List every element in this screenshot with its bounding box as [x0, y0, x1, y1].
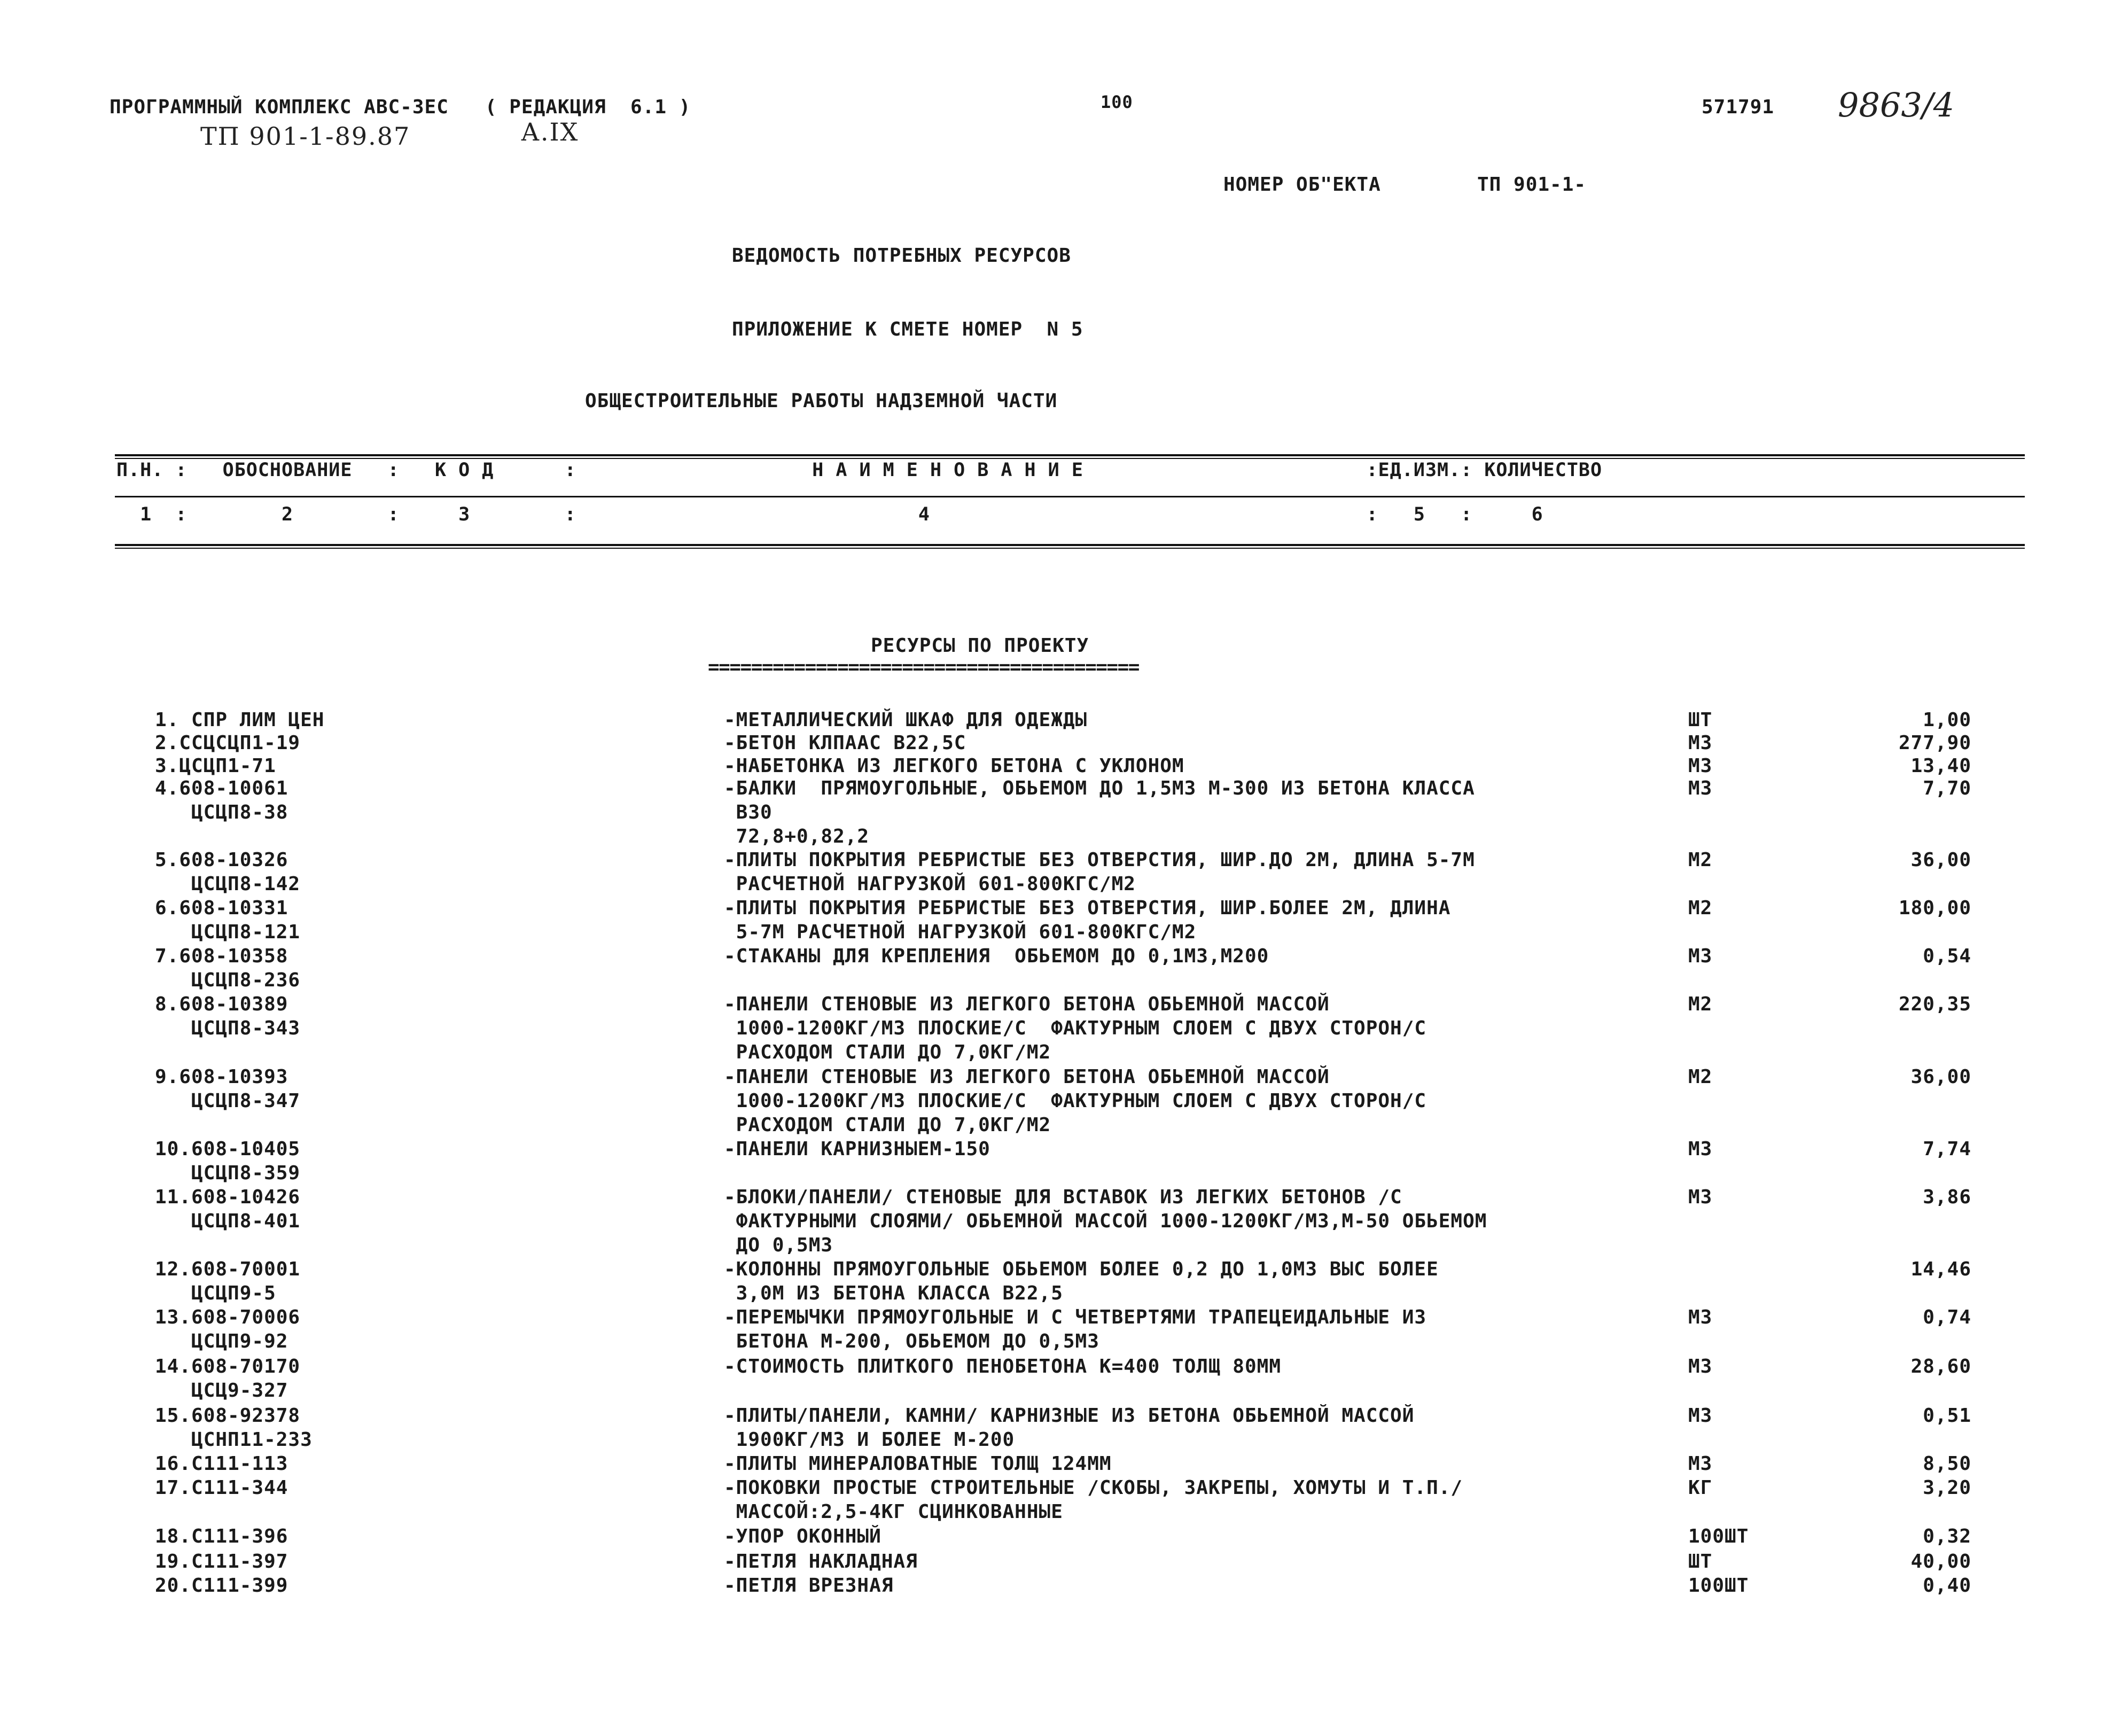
row-quantity: 0,32: [1923, 1525, 1971, 1547]
project-code: ТП 901-1-89.87: [200, 122, 411, 151]
row-quantity: 0,54: [1923, 945, 1971, 967]
row-name: -ПЛИТЫ МИНЕРАЛОВАТНЫЕ ТОЛЩ 124ММ: [724, 1453, 1112, 1475]
row-quantity: 36,00: [1910, 849, 1971, 871]
row-quantity: 7,74: [1923, 1138, 1971, 1160]
row-code: 19.С111-397: [155, 1551, 288, 1572]
object-value: ТП 901-1-: [1477, 174, 1587, 196]
row-name: -БЕТОН КЛПААС В22,5С: [724, 732, 966, 754]
row-code: 18.С111-396: [155, 1525, 288, 1547]
row-code: 8.608-10389 ЦСЦП8-343: [155, 993, 301, 1039]
row-quantity: 277,90: [1898, 732, 1971, 754]
object-label: НОМЕР ОБ"ЕКТА: [1223, 174, 1381, 196]
row-quantity: 7,70: [1923, 777, 1971, 799]
row-quantity: 40,00: [1910, 1551, 1971, 1572]
row-unit: 100ШТ: [1688, 1575, 1749, 1597]
row-name: -ПЛИТЫ/ПАНЕЛИ, КАМНИ/ КАРНИЗНЫЕ ИЗ БЕТОНА ОБЬЕМНОЙ МАССОЙ 1900КГ/М3 И БОЛЕЕ М-200: [724, 1405, 1415, 1451]
table-header-numbers: 1 : 2 : 3 : 4 : 5 : 6: [116, 504, 1543, 525]
row-code: 7.608-10358 ЦСЦП8-236: [155, 945, 301, 991]
row-name: -ПЕТЛЯ НАКЛАДНАЯ: [724, 1551, 918, 1572]
album-number: А.IX: [521, 118, 579, 146]
row-code: 10.608-10405 ЦСЦП8-359: [155, 1138, 301, 1184]
section-works-title: ОБЩЕСТРОИТЕЛЬНЫЕ РАБОТЫ НАДЗЕМНОЙ ЧАСТИ: [585, 390, 1058, 412]
row-name: -НАБЕТОНКА ИЗ ЛЕГКОГО БЕТОНА С УКЛОНОМ: [724, 755, 1184, 777]
row-unit: ШТ: [1688, 709, 1713, 731]
row-quantity: 0,40: [1923, 1575, 1971, 1597]
row-name: -БЛОКИ/ПАНЕЛИ/ СТЕНОВЫЕ ДЛЯ ВСТАВОК ИЗ ЛЕГКИХ БЕТОНОВ /С ФАКТУРНЫМИ СЛОЯМИ/ ОБЬЕМНОЙ МАССОЙ 1000-1200КГ/М3,М-50 ОБЬЕМОМ ДО 0,5М3: [724, 1186, 1487, 1256]
row-unit: М2: [1688, 897, 1713, 919]
row-name: -ПЕРЕМЫЧКИ ПРЯМОУГОЛЬНЫЕ И С ЧЕТВЕРТЯМИ ТРАПЕЦЕИДАЛЬНЫЕ ИЗ БЕТОНА М-200, ОБЬЕМОМ ДО 0,5М3: [724, 1306, 1427, 1352]
row-name: -ПОКОВКИ ПРОСТЫЕ СТРОИТЕЛЬНЫЕ /СКОБЫ, ЗАКРЕПЫ, ХОМУТЫ И Т.П./ МАССОЙ:2,5-4КГ СЦИНКОВАННЫЕ: [724, 1477, 1463, 1523]
row-code: 13.608-70006 ЦСЦП9-92: [155, 1306, 301, 1352]
row-quantity: 180,00: [1898, 897, 1971, 919]
row-code: 17.С111-344: [155, 1477, 288, 1499]
row-name: -МЕТАЛЛИЧЕСКИЙ ШКАФ ДЛЯ ОДЕЖДЫ: [724, 709, 1088, 731]
row-name: -КОЛОННЫ ПРЯМОУГОЛЬНЫЕ ОБЬЕМОМ БОЛЕЕ 0,2 ДО 1,0М3 ВЫС БОЛЕЕ 3,0М ИЗ БЕТОНА КЛАССА В22,5: [724, 1258, 1439, 1304]
row-name: -ПЛИТЫ ПОКРЫТИЯ РЕБРИСТЫЕ БЕЗ ОТВЕРСТИЯ, ШИР.ДО 2М, ДЛИНА 5-7М РАСЧЕТНОЙ НАГРУЗКОЙ 601-800КГС/М2: [724, 849, 1475, 895]
handwritten-reference: 9863/4: [1838, 85, 1955, 124]
row-code: 15.608-92378 ЦСНП11-233: [155, 1405, 313, 1451]
page-number: 100: [1101, 92, 1133, 112]
resources-section-title: РЕСУРСЫ ПО ПРОЕКТУ: [871, 635, 1089, 657]
row-name: -СТАКАНЫ ДЛЯ КРЕПЛЕНИЯ ОБЬЕМОМ ДО 0,1М3,М200: [724, 945, 1269, 967]
row-unit: М3: [1688, 1186, 1713, 1208]
row-unit: М3: [1688, 1138, 1713, 1160]
row-code: 4.608-10061 ЦСЦП8-38: [155, 777, 288, 823]
row-quantity: 8,50: [1923, 1453, 1971, 1475]
row-quantity: 14,46: [1910, 1258, 1971, 1280]
row-quantity: 3,86: [1923, 1186, 1971, 1208]
row-unit: М3: [1688, 1453, 1713, 1475]
row-unit: М2: [1688, 849, 1713, 871]
row-code: 5.608-10326 ЦСЦП8-142: [155, 849, 301, 895]
row-unit: М2: [1688, 1066, 1713, 1088]
row-quantity: 3,20: [1923, 1477, 1971, 1499]
row-name: -ПАНЕЛИ КАРНИЗНЫЕМ-150: [724, 1138, 990, 1160]
row-code: 6.608-10331 ЦСЦП8-121: [155, 897, 301, 943]
row-unit: М2: [1688, 993, 1713, 1015]
row-code: 1. СПР ЛИМ ЦЕН: [155, 709, 325, 731]
row-unit: ШТ: [1688, 1551, 1713, 1572]
table-header-labels: П.Н. : ОБОСНОВАНИЕ : К О Д : Н А И М Е Н О В А Н И Е :ЕД.ИЗМ.: КОЛИЧЕСТВО: [116, 460, 1603, 481]
row-unit: М3: [1688, 1405, 1713, 1427]
resources-section-underline: ========================================: [708, 656, 1139, 678]
row-quantity: 220,35: [1898, 993, 1971, 1015]
row-name: -БАЛКИ ПРЯМОУГОЛЬНЫЕ, ОБЬЕМОМ ДО 1,5М3 М-300 ИЗ БЕТОНА КЛАССА В30 72,8+0,82,2: [724, 777, 1475, 847]
appendix-title: ПРИЛОЖЕНИЕ К СМЕТЕ НОМЕР N 5: [732, 318, 1083, 340]
row-code: 9.608-10393 ЦСЦП8-347: [155, 1066, 301, 1112]
row-unit: М3: [1688, 732, 1713, 754]
row-name: -ПАНЕЛИ СТЕНОВЫЕ ИЗ ЛЕГКОГО БЕТОНА ОБЬЕМНОЙ МАССОЙ 1000-1200КГ/М3 ПЛОСКИЕ/С ФАКТУРНЫМ СЛОЕМ С ДВУХ СТОРОН/С РАСХОДОМ СТАЛИ ДО 7,0КГ/М2: [724, 1066, 1427, 1136]
row-name: -СТОИМОСТЬ ПЛИТКОГО ПЕНОБЕТОНА К=400 ТОЛЩ 80ММ: [724, 1356, 1281, 1377]
row-unit: М3: [1688, 777, 1713, 799]
row-unit: М3: [1688, 1356, 1713, 1377]
row-quantity: 1,00: [1923, 709, 1971, 731]
row-unit: М3: [1688, 1306, 1713, 1328]
program-label: ПРОГРАММНЫЙ КОМПЛЕКС АВС-3ЕС ( РЕДАКЦИЯ 6.1 ): [110, 96, 691, 118]
row-name: -ПЕТЛЯ ВРЕЗНАЯ: [724, 1575, 894, 1597]
row-quantity: 0,74: [1923, 1306, 1971, 1328]
row-name: -ПАНЕЛИ СТЕНОВЫЕ ИЗ ЛЕГКОГО БЕТОНА ОБЬЕМНОЙ МАССОЙ 1000-1200КГ/М3 ПЛОСКИЕ/С ФАКТУРНЫМ СЛОЕМ С ДВУХ СТОРОН/С РАСХОДОМ СТАЛИ ДО 7,0КГ/М2: [724, 993, 1427, 1063]
row-name: -УПОР ОКОННЫЙ: [724, 1525, 882, 1547]
row-code: 14.608-70170 ЦСЦ9-327: [155, 1356, 301, 1402]
row-code: 11.608-10426 ЦСЦП8-401: [155, 1186, 301, 1232]
row-unit: М3: [1688, 945, 1713, 967]
row-name: -ПЛИТЫ ПОКРЫТИЯ РЕБРИСТЫЕ БЕЗ ОТВЕРСТИЯ, ШИР.БОЛЕЕ 2М, ДЛИНА 5-7М РАСЧЕТНОЙ НАГРУЗКОЙ 601-800КГС/М2: [724, 897, 1451, 943]
row-quantity: 36,00: [1910, 1066, 1971, 1088]
row-code: 12.608-70001 ЦСЦП9-5: [155, 1258, 301, 1304]
document-title: ВЕДОМОСТЬ ПОТРЕБНЫХ РЕСУРСОВ: [732, 245, 1071, 267]
row-quantity: 0,51: [1923, 1405, 1971, 1427]
row-code: 20.С111-399: [155, 1575, 288, 1597]
row-unit: КГ: [1688, 1477, 1713, 1499]
row-quantity: 28,60: [1910, 1356, 1971, 1377]
row-code: 2.ССЦСЦП1-19: [155, 732, 301, 754]
document-number: 571791: [1702, 96, 1775, 118]
row-unit: 100ШТ: [1688, 1525, 1749, 1547]
row-unit: М3: [1688, 755, 1713, 777]
row-quantity: 13,40: [1910, 755, 1971, 777]
row-code: 16.С111-113: [155, 1453, 288, 1475]
row-code: 3.ЦСЦП1-71: [155, 755, 276, 777]
